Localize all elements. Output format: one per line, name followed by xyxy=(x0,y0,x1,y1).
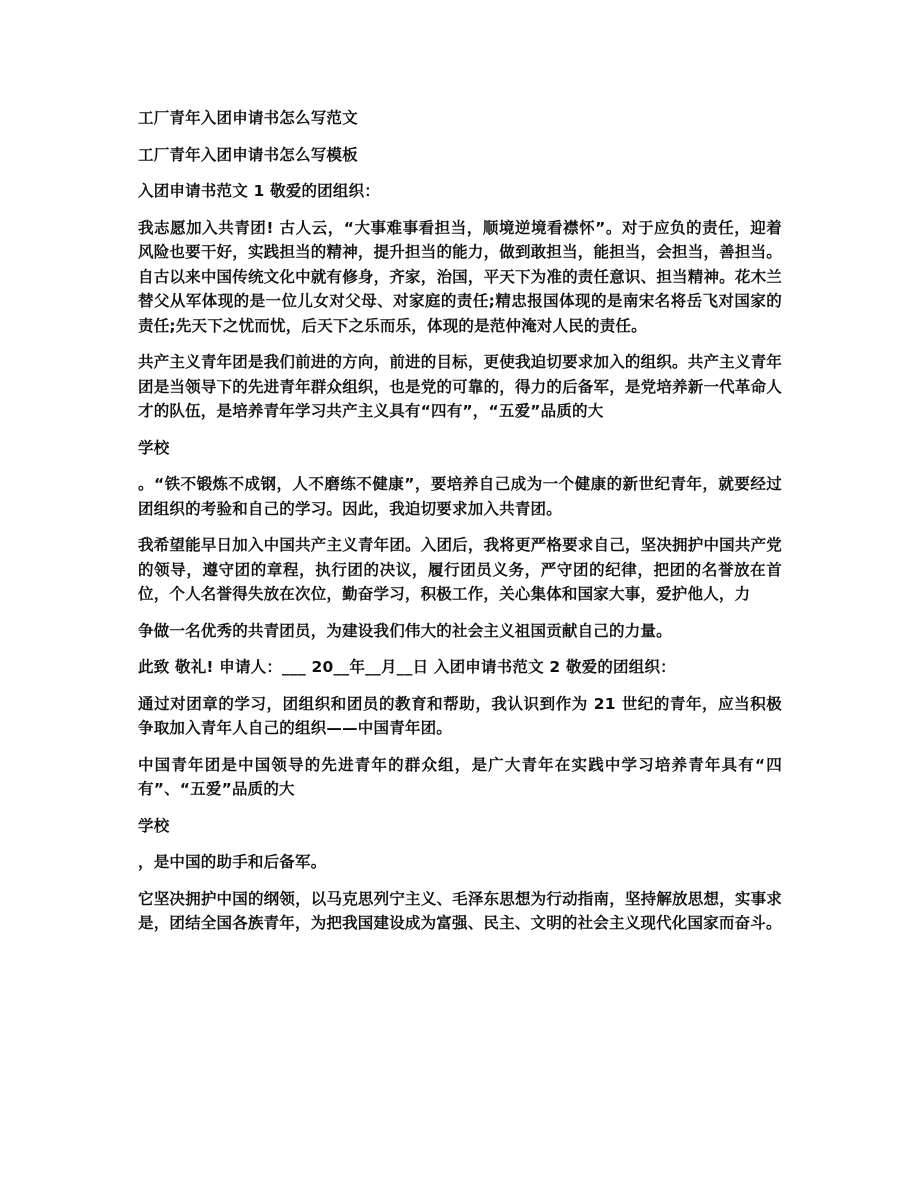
document-body xyxy=(138,106,782,948)
paragraph: 它坚决拥护中国的纲领，以马克思列宁主义、毛泽东思想为行动指南，坚持解放思想，实事求是，团结全国各族青年，为把我国建设成为富强、民主、文明的社会主义现代化国家而奋斗。 xyxy=(138,889,782,932)
salutation-1: 入团申请书范文 1 敬爱的团组织： xyxy=(138,182,380,200)
paragraph: 争做一名优秀的共青团员，为建设我们伟大的社会主义祖国贡献自己的力量。 xyxy=(138,621,672,640)
document-title: 工厂青年入团申请书怎么写范文 xyxy=(138,109,358,127)
paragraph: 我希望能早日加入中国共产主义青年团。入团后，我将更严格要求自己，坚决拥护中国共产党的领导，遵守团的章程，执行团的决议，履行团员义务，严守团的纪律，把团的名誉放在首位，个人名誉得失放在次位，勤奋学习，积极工作，关心集体和国家大事，爱护他人，力 xyxy=(138,536,782,603)
paragraph: 我志愿加入共青团! 古人云，“大事难事看担当，顺境逆境看襟怀”。对于应负的责任，迎着风险也要干好，实践担当的精神，提升担当的能力，做到敢担当，能担当，会担当，善担当。自古以来中国传统文化中就有修身，齐家，治国，平天下为准的责任意识、担当精神。花木兰替父从军体现的是一位儿女对父母、对家庭的责任;精忠报国体现的是南宋名将岳飞对国家的责任;先天下之忧而忧，后天下之乐而乐，体现的是范仲淹对人民的责任。 xyxy=(138,218,782,335)
paragraph: 学校 xyxy=(138,816,170,835)
paragraph: 。“铁不锻炼不成钢，人不磨练不健康”，要培养自己成为一个健康的新世纪青年，就要经过团组织的考验和自己的学习。因此，我迫切要求加入共青团。 xyxy=(138,475,782,518)
paragraph: 通过对团章的学习，团组织和团员的教育和帮助，我认识到作为 21 世纪的青年，应当积极争取加入青年人自己的组织——中国青年团。 xyxy=(138,694,782,737)
paragraph: 共产主义青年团是我们前进的方向，前进的目标，更使我迫切要求加入的组织。共产主义青年团是当领导下的先进青年群众组织，也是党的可靠的，得力的后备军，是党培养新一代革命人才的队伍，是培养青年学习共产主义具有“四有”，“五爱”品质的大 xyxy=(138,353,782,420)
paragraph: 学校 xyxy=(138,438,170,457)
paragraph: 中国青年团是中国领导的先进青年的群众组，是广大青年在实践中学习培养青年具有“四有”、“五爱”品质的大 xyxy=(138,755,782,798)
closing-and-salutation-2: 此致 敬礼! 申请人：___ 20__年__月__日 入团申请书范文 2 敬爱的团组织： xyxy=(138,658,676,676)
paragraph: ，是中国的助手和后备军。 xyxy=(138,853,327,871)
document-subtitle: 工厂青年入团申请书怎么写模板 xyxy=(138,145,358,164)
